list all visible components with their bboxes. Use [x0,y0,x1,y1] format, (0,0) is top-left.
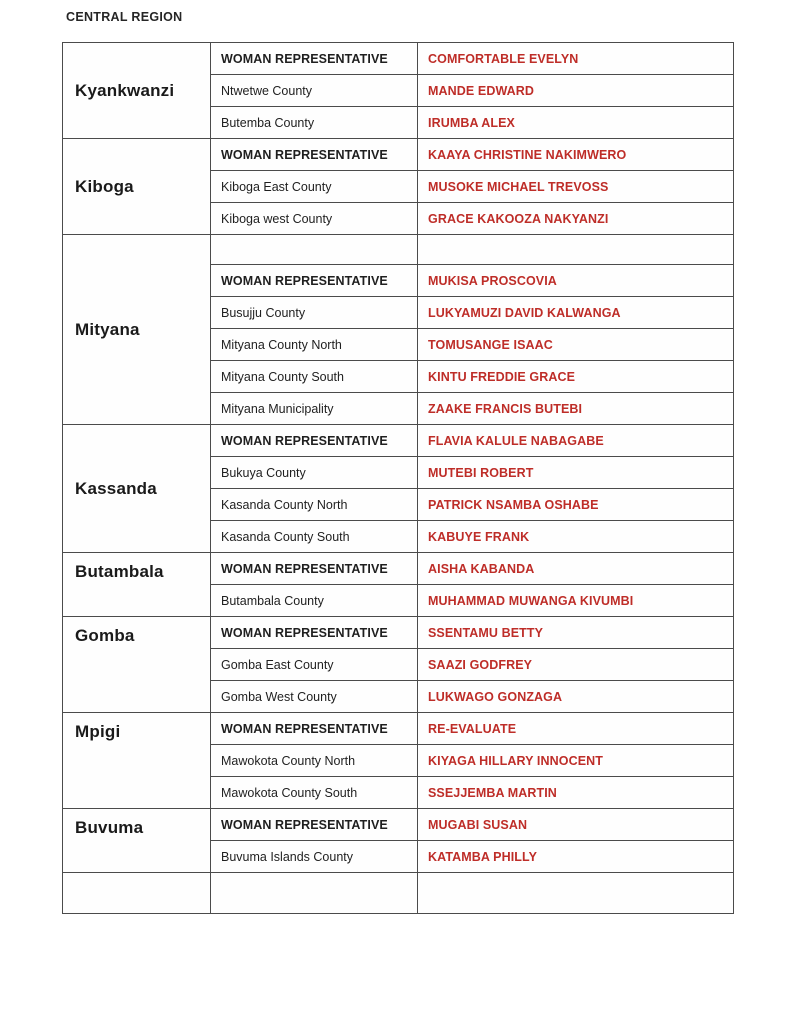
office-cell: WOMAN REPRESENTATIVE [211,617,418,649]
representative-name-cell: SAAZI GODFREY [418,649,734,681]
district-cell: Kassanda [63,425,211,553]
representative-name-cell: LUKWAGO GONZAGA [418,681,734,713]
constituency-cell [211,235,418,265]
representative-name-cell: KAAYA CHRISTINE NAKIMWERO [418,139,734,171]
constituency-cell: Gomba East County [211,649,418,681]
constituency-cell: Bukuya County [211,457,418,489]
representative-name-cell: SSEJJEMBA MARTIN [418,777,734,809]
representative-name-cell: MUSOKE MICHAEL TREVOSS [418,171,734,203]
district-cell: Kyankwanzi [63,43,211,139]
table-row [63,617,734,649]
representatives-table [62,42,734,914]
representative-name-cell: KABUYE FRANK [418,521,734,553]
representative-name-cell: PATRICK NSAMBA OSHABE [418,489,734,521]
representative-name-cell: ZAAKE FRANCIS BUTEBI [418,393,734,425]
district-cell: Mpigi [63,713,211,809]
office-cell: WOMAN REPRESENTATIVE [211,553,418,585]
constituency-cell: Mityana County North [211,329,418,361]
representative-name-cell: MANDE EDWARD [418,75,734,107]
representative-name-cell: FLAVIA KALULE NABAGABE [418,425,734,457]
representative-name-cell: KATAMBA PHILLY [418,841,734,873]
representative-name-cell: COMFORTABLE EVELYN [418,43,734,75]
office-cell: WOMAN REPRESENTATIVE [211,43,418,75]
office-cell: WOMAN REPRESENTATIVE [211,425,418,457]
representative-name-cell [418,873,734,914]
table-row [63,809,734,841]
office-cell: WOMAN REPRESENTATIVE [211,265,418,297]
district-cell [63,873,211,914]
representative-name-cell: AISHA KABANDA [418,553,734,585]
constituency-cell: Kiboga East County [211,171,418,203]
representative-name-cell: MUTEBI ROBERT [418,457,734,489]
constituency-cell: Kasanda County South [211,521,418,553]
constituency-cell: Busujju County [211,297,418,329]
district-cell: Buvuma [63,809,211,873]
constituency-cell: Butambala County [211,585,418,617]
constituency-cell: Mityana Municipality [211,393,418,425]
representative-name-cell: MUGABI SUSAN [418,809,734,841]
representative-name-cell [418,235,734,265]
representative-name-cell: RE-EVALUATE [418,713,734,745]
page-title: CENTRAL REGION [66,10,183,24]
representative-name-cell: KIYAGA HILLARY INNOCENT [418,745,734,777]
office-cell: WOMAN REPRESENTATIVE [211,139,418,171]
constituency-cell [211,873,418,914]
representative-name-cell: LUKYAMUZI DAVID KALWANGA [418,297,734,329]
table-row [63,235,734,265]
office-cell: WOMAN REPRESENTATIVE [211,809,418,841]
district-cell: Gomba [63,617,211,713]
table-row [63,43,734,75]
constituency-cell: Mityana County South [211,361,418,393]
representative-name-cell: MUKISA PROSCOVIA [418,265,734,297]
representative-name-cell: MUHAMMAD MUWANGA KIVUMBI [418,585,734,617]
table-row [63,553,734,585]
empty-row [63,873,734,914]
table-row [63,425,734,457]
table-row [63,713,734,745]
representative-name-cell: GRACE KAKOOZA NAKYANZI [418,203,734,235]
district-cell: Butambala [63,553,211,617]
constituency-cell: Kasanda County North [211,489,418,521]
representative-name-cell: IRUMBA ALEX [418,107,734,139]
district-cell: Mityana [63,235,211,425]
representative-name-cell: SSENTAMU BETTY [418,617,734,649]
constituency-cell: Butemba County [211,107,418,139]
office-cell: WOMAN REPRESENTATIVE [211,713,418,745]
representative-name-cell: TOMUSANGE ISAAC [418,329,734,361]
constituency-cell: Mawokota County South [211,777,418,809]
district-cell: Kiboga [63,139,211,235]
constituency-cell: Ntwetwe County [211,75,418,107]
constituency-cell: Kiboga west County [211,203,418,235]
constituency-cell: Mawokota County North [211,745,418,777]
constituency-cell: Gomba West County [211,681,418,713]
representative-name-cell: KINTU FREDDIE GRACE [418,361,734,393]
constituency-cell: Buvuma Islands County [211,841,418,873]
table-row [63,139,734,171]
